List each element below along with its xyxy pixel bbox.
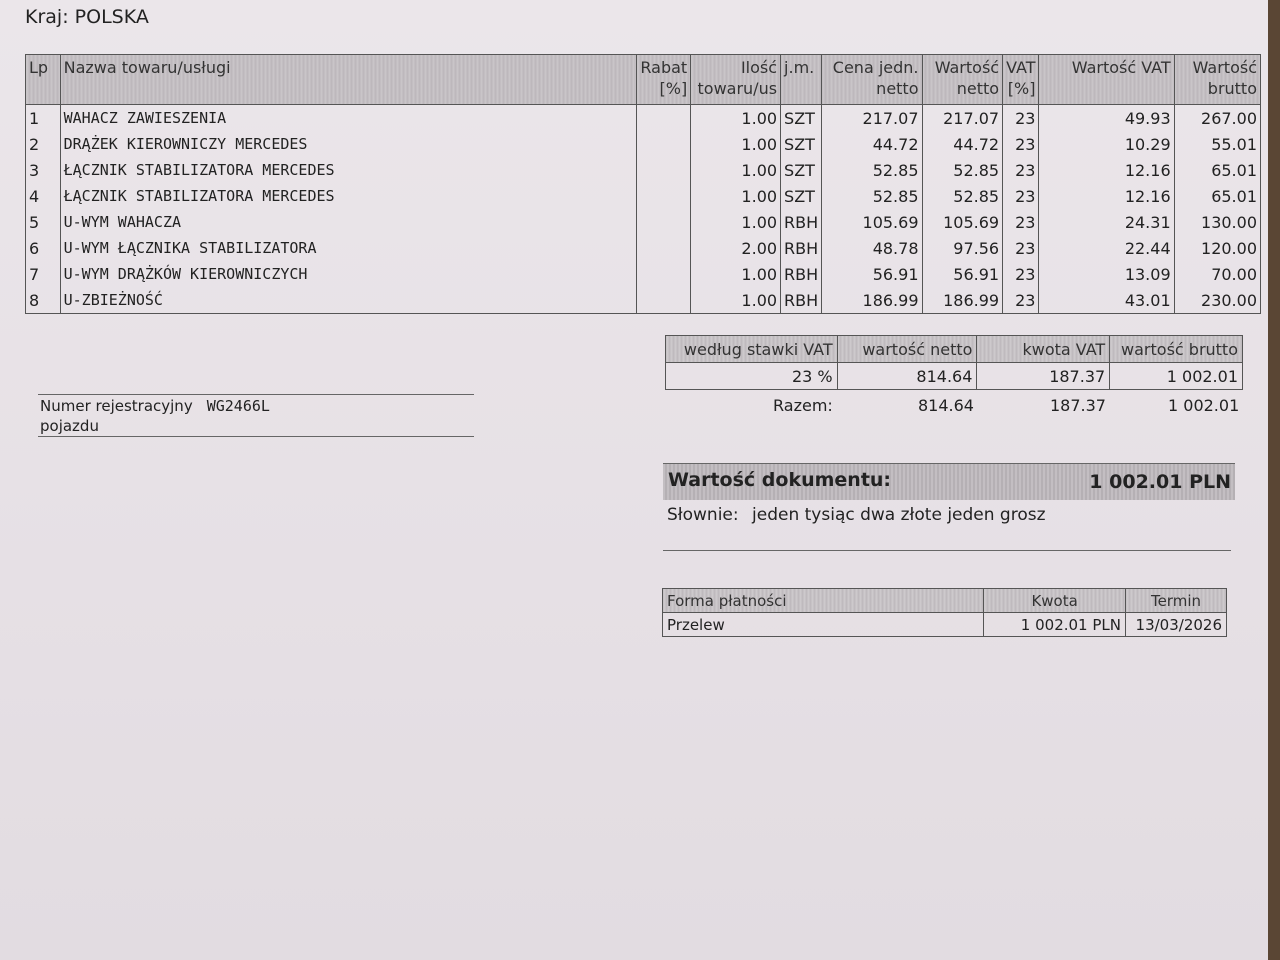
cell-gross: 55.01 bbox=[1174, 131, 1260, 157]
vat-summary-table bbox=[665, 335, 1243, 390]
cell-name: DRĄŻEK KIEROWNICZY MERCEDES bbox=[60, 131, 637, 157]
registration-block bbox=[40, 396, 270, 436]
cell-net: 52.85 bbox=[922, 157, 1003, 183]
cell-gross: 267.00 bbox=[1174, 105, 1260, 132]
cell-lp: 8 bbox=[26, 287, 61, 314]
cell-net: 217.07 bbox=[922, 105, 1003, 132]
cell-vat: 23 bbox=[1003, 105, 1039, 132]
col-rabat: Rabat [%] bbox=[637, 55, 691, 105]
divider bbox=[663, 550, 1231, 551]
cell-unit: RBH bbox=[781, 209, 822, 235]
vat-gross: 1 002.01 bbox=[1110, 363, 1243, 390]
country-label: Kraj: bbox=[25, 6, 69, 28]
vat-amount: 187.37 bbox=[977, 363, 1110, 390]
cell-vat-amount: 12.16 bbox=[1039, 157, 1174, 183]
cell-name: U-WYM ŁĄCZNIKA STABILIZATORA bbox=[60, 235, 637, 261]
cell-gross: 65.01 bbox=[1174, 183, 1260, 209]
cell-unit: SZT bbox=[781, 105, 822, 132]
payment-due-header: Termin bbox=[1126, 589, 1227, 613]
table-row bbox=[26, 157, 1261, 183]
slownie-value: jeden tysiąc dwa złote jeden grosz bbox=[752, 505, 1046, 525]
cell-gross: 230.00 bbox=[1174, 287, 1260, 314]
registration-label-2: pojazdu bbox=[40, 417, 99, 435]
registration-value: WG2466L bbox=[206, 397, 270, 415]
col-wartosc-brutto: Wartość brutto bbox=[1174, 55, 1260, 105]
vat-net: 814.64 bbox=[837, 363, 977, 390]
cell-rabat bbox=[637, 209, 691, 235]
payment-form-header: Forma płatności bbox=[663, 589, 984, 613]
country-value: POLSKA bbox=[74, 6, 149, 28]
razem-net: 814.64 bbox=[918, 396, 974, 415]
cell-vat-amount: 49.93 bbox=[1039, 105, 1174, 132]
cell-vat: 23 bbox=[1003, 209, 1039, 235]
cell-lp: 3 bbox=[26, 157, 61, 183]
cell-net: 186.99 bbox=[922, 287, 1003, 314]
cell-vat-amount: 10.29 bbox=[1039, 131, 1174, 157]
vat-summary-row bbox=[666, 363, 1243, 390]
cell-vat: 23 bbox=[1003, 183, 1039, 209]
col-lp: Lp bbox=[26, 55, 61, 105]
cell-lp: 1 bbox=[26, 105, 61, 132]
document-value-bar bbox=[663, 463, 1235, 500]
table-row bbox=[26, 287, 1261, 314]
vat-rate: 23 % bbox=[666, 363, 838, 390]
cell-unit: RBH bbox=[781, 235, 822, 261]
cell-gross: 130.00 bbox=[1174, 209, 1260, 235]
cell-rabat bbox=[637, 287, 691, 314]
cell-vat: 23 bbox=[1003, 261, 1039, 287]
vat-rate-header: według stawki VAT bbox=[666, 336, 838, 363]
vat-amount-header: kwota VAT bbox=[977, 336, 1110, 363]
document-value-label: Wartość dokumentu: bbox=[668, 469, 892, 491]
cell-rabat bbox=[637, 105, 691, 132]
cell-price: 52.85 bbox=[822, 157, 922, 183]
cell-price: 105.69 bbox=[822, 209, 922, 235]
cell-price: 52.85 bbox=[822, 183, 922, 209]
col-nazwa: Nazwa towaru/usługi bbox=[60, 55, 637, 105]
vat-gross-header: wartość brutto bbox=[1110, 336, 1243, 363]
cell-vat: 23 bbox=[1003, 131, 1039, 157]
items-body bbox=[26, 105, 1261, 314]
cell-qty: 1.00 bbox=[691, 261, 781, 287]
payment-header bbox=[663, 589, 1227, 613]
payment-form: Przelew bbox=[663, 613, 984, 637]
cell-unit: SZT bbox=[781, 131, 822, 157]
cell-lp: 2 bbox=[26, 131, 61, 157]
cell-name: ŁĄCZNIK STABILIZATORA MERCEDES bbox=[60, 157, 637, 183]
cell-qty: 1.00 bbox=[691, 209, 781, 235]
col-cena: Cena jedn. netto bbox=[822, 55, 922, 105]
cell-qty: 2.00 bbox=[691, 235, 781, 261]
cell-price: 217.07 bbox=[822, 105, 922, 132]
vat-summary-header bbox=[666, 336, 1243, 363]
items-table bbox=[25, 54, 1261, 314]
cell-unit: SZT bbox=[781, 183, 822, 209]
cell-vat: 23 bbox=[1003, 287, 1039, 314]
country-line bbox=[25, 6, 149, 28]
registration-label: Numer rejestracyjny bbox=[40, 397, 193, 415]
cell-vat-amount: 12.16 bbox=[1039, 183, 1174, 209]
document-value-amount: 1 002.01 PLN bbox=[1089, 471, 1231, 493]
cell-qty: 1.00 bbox=[691, 287, 781, 314]
payment-amount: 1 002.01 PLN bbox=[984, 613, 1126, 637]
cell-qty: 1.00 bbox=[691, 131, 781, 157]
payment-due: 13/03/2026 bbox=[1126, 613, 1227, 637]
slownie-line bbox=[667, 505, 1046, 525]
payment-table bbox=[662, 588, 1227, 637]
table-row bbox=[26, 261, 1261, 287]
cell-net: 52.85 bbox=[922, 183, 1003, 209]
cell-price: 44.72 bbox=[822, 131, 922, 157]
background-edge bbox=[1268, 0, 1280, 960]
col-jm: j.m. bbox=[781, 55, 822, 105]
col-wartosc-vat: Wartość VAT bbox=[1039, 55, 1174, 105]
cell-qty: 1.00 bbox=[691, 157, 781, 183]
table-row bbox=[26, 209, 1261, 235]
cell-lp: 7 bbox=[26, 261, 61, 287]
cell-gross: 70.00 bbox=[1174, 261, 1260, 287]
divider bbox=[38, 394, 474, 395]
razem-label: Razem: bbox=[773, 396, 833, 415]
cell-name: U-ZBIEŻNOŚĆ bbox=[60, 287, 637, 314]
cell-unit: SZT bbox=[781, 157, 822, 183]
cell-qty: 1.00 bbox=[691, 105, 781, 132]
cell-rabat bbox=[637, 261, 691, 287]
col-wartosc-netto: Wartość netto bbox=[922, 55, 1003, 105]
cell-vat-amount: 22.44 bbox=[1039, 235, 1174, 261]
cell-vat: 23 bbox=[1003, 157, 1039, 183]
cell-name: U-WYM DRĄŻKÓW KIEROWNICZYCH bbox=[60, 261, 637, 287]
cell-lp: 6 bbox=[26, 235, 61, 261]
table-row bbox=[26, 235, 1261, 261]
cell-price: 48.78 bbox=[822, 235, 922, 261]
cell-rabat bbox=[637, 157, 691, 183]
col-ilosc: Ilość towaru/us bbox=[691, 55, 781, 105]
cell-lp: 5 bbox=[26, 209, 61, 235]
col-vat: VAT [%] bbox=[1003, 55, 1039, 105]
razem-gross: 1 002.01 bbox=[1168, 396, 1240, 415]
cell-rabat bbox=[637, 131, 691, 157]
cell-unit: RBH bbox=[781, 261, 822, 287]
cell-vat-amount: 24.31 bbox=[1039, 209, 1174, 235]
slownie-label: Słownie: bbox=[667, 505, 739, 525]
cell-vat: 23 bbox=[1003, 235, 1039, 261]
cell-unit: RBH bbox=[781, 287, 822, 314]
payment-amount-header: Kwota bbox=[984, 589, 1126, 613]
cell-vat-amount: 13.09 bbox=[1039, 261, 1174, 287]
cell-name: ŁĄCZNIK STABILIZATORA MERCEDES bbox=[60, 183, 637, 209]
cell-gross: 120.00 bbox=[1174, 235, 1260, 261]
cell-price: 186.99 bbox=[822, 287, 922, 314]
table-row bbox=[26, 183, 1261, 209]
cell-net: 44.72 bbox=[922, 131, 1003, 157]
cell-price: 56.91 bbox=[822, 261, 922, 287]
table-row bbox=[26, 131, 1261, 157]
cell-rabat bbox=[637, 235, 691, 261]
cell-qty: 1.00 bbox=[691, 183, 781, 209]
items-header-row bbox=[26, 55, 1261, 105]
razem-vat: 187.37 bbox=[1050, 396, 1106, 415]
cell-vat-amount: 43.01 bbox=[1039, 287, 1174, 314]
cell-name: WAHACZ ZAWIESZENIA bbox=[60, 105, 637, 132]
divider bbox=[38, 436, 474, 437]
vat-net-header: wartość netto bbox=[837, 336, 977, 363]
cell-gross: 65.01 bbox=[1174, 157, 1260, 183]
cell-net: 97.56 bbox=[922, 235, 1003, 261]
table-row bbox=[26, 105, 1261, 132]
cell-lp: 4 bbox=[26, 183, 61, 209]
cell-rabat bbox=[637, 183, 691, 209]
cell-net: 56.91 bbox=[922, 261, 1003, 287]
payment-row bbox=[663, 613, 1227, 637]
cell-net: 105.69 bbox=[922, 209, 1003, 235]
cell-name: U-WYM WAHACZA bbox=[60, 209, 637, 235]
